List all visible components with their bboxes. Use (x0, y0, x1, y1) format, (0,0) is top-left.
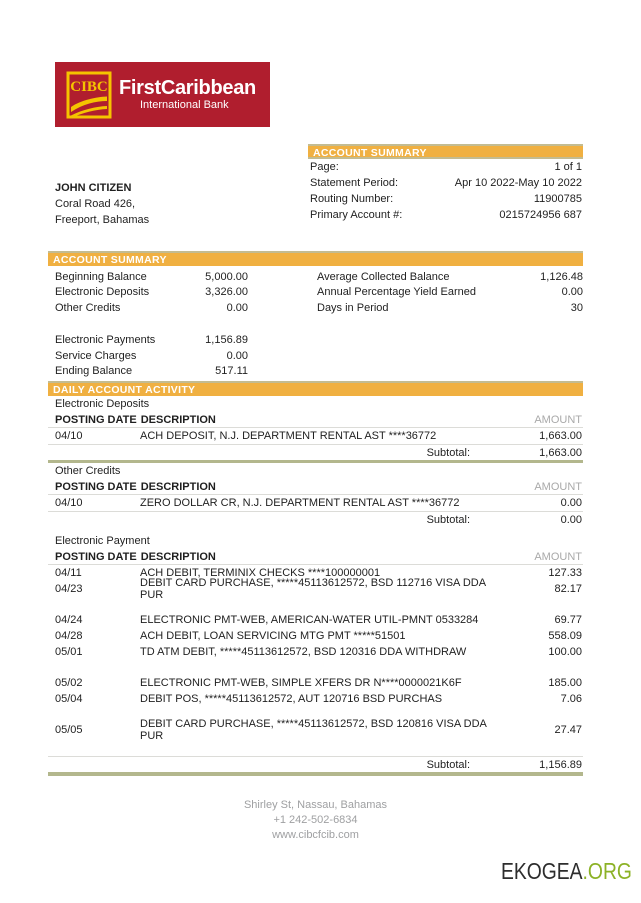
customer-address-block (55, 180, 149, 228)
summary-row (48, 269, 248, 285)
posting-date-column-header: POSTING DATE (55, 550, 137, 563)
summary-row (48, 300, 248, 316)
posting-date-column-header: POSTING DATE (55, 413, 137, 426)
transaction-row (48, 495, 583, 511)
transaction-description: DEBIT CARD PURCHASE, *****45113612572, BSD 120816 VISA DDA PUR (140, 718, 487, 742)
transaction-description: ACH DEBIT, TERMINIX CHECKS ****100000001 (140, 567, 381, 579)
info-value: 11900785 (533, 193, 582, 205)
summary-label: Ending Balance (55, 365, 133, 378)
subtotal-label: Subtotal: (426, 513, 470, 526)
transaction-row (48, 577, 583, 601)
watermark-tld: .ORG (582, 858, 632, 884)
activity-section-other-credits (48, 463, 583, 527)
subtotal-amount: 0.00 (560, 513, 582, 526)
transaction-date: 04/23 (55, 583, 83, 595)
summary-label: Electronic Payments (55, 334, 156, 347)
bank-logo (55, 62, 270, 127)
subtotal-label: Subtotal: (426, 446, 470, 459)
customer-name: JOHN CITIZEN (55, 182, 132, 194)
transaction-date: 04/10 (55, 497, 83, 509)
transaction-amount: 558.09 (548, 630, 582, 642)
customer-address-line: Freeport, Bahamas (55, 214, 150, 226)
amount-column-header: AMOUNT (534, 550, 582, 563)
activity-column-header (48, 412, 583, 428)
amount-column-header: AMOUNT (534, 480, 582, 493)
statement-body (48, 251, 583, 843)
transaction-amount: 82.17 (554, 583, 582, 595)
statement-info-row (308, 191, 583, 207)
transaction-description: ZERO DOLLAR CR, N.J. DEPARTMENT RENTAL AST ****36772 (140, 497, 460, 509)
section-title: Electronic Deposits (55, 398, 150, 410)
ekogea-watermark (501, 858, 632, 885)
transaction-date: 04/10 (55, 430, 83, 442)
transaction-amount: 127.33 (548, 567, 582, 579)
transaction-date: 04/28 (55, 630, 83, 642)
statement-info-row (308, 159, 583, 175)
info-label: Page: (310, 161, 339, 173)
transaction-row (48, 644, 583, 660)
summary-value: 5,000.00 (205, 270, 248, 283)
transaction-row (48, 691, 583, 707)
summary-label: Service Charges (55, 349, 137, 362)
posting-date-column-header: POSTING DATE (55, 480, 137, 493)
summary-value: 30 (570, 301, 583, 314)
description-column-header: DESCRIPTION (140, 413, 216, 426)
transaction-description: ELECTRONIC PMT-WEB, AMERICAN-WATER UTIL-PMNT 0533284 (140, 614, 479, 626)
summary-label: Beginning Balance (55, 270, 147, 283)
watermark-name: EKOGEA (501, 858, 583, 884)
section-divider (48, 772, 583, 776)
summary-row (48, 333, 248, 349)
activity-section-electronic-payment (48, 533, 583, 776)
summary-right-column (310, 269, 583, 379)
statement-info-row (308, 207, 583, 223)
summary-value: 3,326.00 (205, 286, 248, 299)
bank-name: FirstCaribbean (119, 76, 256, 99)
summary-row (48, 348, 248, 364)
info-value: 1 of 1 (554, 161, 582, 173)
subtotal-row (48, 444, 583, 460)
transaction-date: 05/05 (55, 724, 83, 736)
transaction-row (48, 612, 583, 628)
summary-value: 517.11 (215, 365, 248, 378)
transaction-description: DEBIT POS, *****45113612572, AUT 120716 BSD PURCHAS (140, 693, 443, 705)
summary-label: Days in Period (317, 301, 389, 314)
statement-info-header: ACCOUNT SUMMARY (308, 144, 583, 159)
summary-left-column (48, 269, 248, 379)
summary-value: 0.00 (226, 349, 248, 362)
transaction-amount: 100.00 (548, 646, 582, 658)
transaction-description: DEBIT CARD PURCHASE, *****45113612572, BSD 112716 VISA DDA PUR (140, 577, 486, 601)
transaction-description: TD ATM DEBIT, *****45113612572, BSD 120316 DDA WITHDRAW (140, 646, 467, 658)
subtotal-label: Subtotal: (426, 758, 470, 771)
transaction-row (48, 675, 583, 691)
info-label: Statement Period: (310, 177, 399, 189)
section-title: Electronic Payment (55, 535, 150, 547)
description-column-header: DESCRIPTION (140, 550, 216, 563)
transaction-amount: 27.47 (554, 724, 582, 736)
transaction-amount: 1,663.00 (539, 430, 582, 442)
info-label: Primary Account #: (310, 209, 403, 221)
subtotal-row (48, 511, 583, 527)
statement-info-panel (308, 144, 583, 223)
transaction-date: 05/01 (55, 646, 83, 658)
cibc-emblem-icon (66, 71, 112, 119)
transaction-date: 05/02 (55, 677, 83, 689)
transaction-description: ELECTRONIC PMT-WEB, SIMPLE XFERS DR N****0000021K6F (140, 677, 462, 689)
summary-value: 1,156.89 (205, 334, 248, 347)
cibc-acronym: CIBC (70, 78, 108, 95)
footer-address: Shirley St, Nassau, Bahamas (243, 799, 388, 811)
bank-footer (48, 798, 583, 843)
description-column-header: DESCRIPTION (140, 480, 216, 493)
summary-label: Electronic Deposits (55, 286, 150, 299)
subtotal-amount: 1,663.00 (539, 446, 582, 459)
transaction-row (48, 718, 583, 742)
summary-row (310, 269, 583, 285)
transaction-row (48, 628, 583, 644)
summary-label: Other Credits (55, 301, 121, 314)
info-value: Apr 10 2022-May 10 2022 (454, 177, 582, 189)
bank-subtitle: International Bank (140, 98, 229, 111)
transaction-amount: 69.77 (554, 614, 582, 626)
amount-column-header: AMOUNT (534, 413, 582, 426)
daily-activity-header: DAILY ACCOUNT ACTIVITY (48, 381, 583, 396)
transaction-date: 05/04 (55, 693, 83, 705)
summary-label: Annual Percentage Yield Earned (317, 286, 477, 299)
summary-value: 0.00 (226, 301, 248, 314)
activity-column-header (48, 549, 583, 565)
transaction-amount: 7.06 (560, 693, 582, 705)
transaction-amount: 185.00 (548, 677, 582, 689)
transaction-date: 04/24 (55, 614, 83, 626)
summary-value: 1,126.48 (540, 270, 583, 283)
account-summary-section (48, 266, 583, 381)
transaction-amount: 0.00 (560, 497, 582, 509)
account-summary-header: ACCOUNT SUMMARY (48, 251, 583, 266)
section-title: Other Credits (55, 465, 121, 477)
activity-column-header (48, 479, 583, 495)
subtotal-row (48, 756, 583, 772)
summary-label: Average Collected Balance (317, 270, 450, 283)
summary-row (310, 285, 583, 301)
transaction-row (48, 428, 583, 444)
subtotal-amount: 1,156.89 (539, 758, 582, 771)
footer-phone: +1 242-502-6834 (273, 814, 358, 826)
info-value: 0215724956 687 (499, 209, 582, 221)
transaction-description: ACH DEBIT, LOAN SERVICING MTG PMT *****51501 (140, 630, 406, 642)
footer-website: www.cibcfcib.com (272, 829, 359, 841)
activity-section-electronic-deposits (48, 396, 583, 463)
summary-row (310, 300, 583, 316)
transaction-description: ACH DEPOSIT, N.J. DEPARTMENT RENTAL AST ****36772 (140, 430, 437, 442)
summary-value: 0.00 (561, 286, 583, 299)
info-label: Routing Number: (310, 193, 394, 205)
summary-row (48, 285, 248, 301)
bank-name-block (119, 78, 256, 112)
summary-row (48, 364, 248, 380)
transaction-date: 04/11 (55, 567, 82, 579)
statement-info-row (308, 175, 583, 191)
customer-address-line: Coral Road 426, (55, 198, 136, 210)
